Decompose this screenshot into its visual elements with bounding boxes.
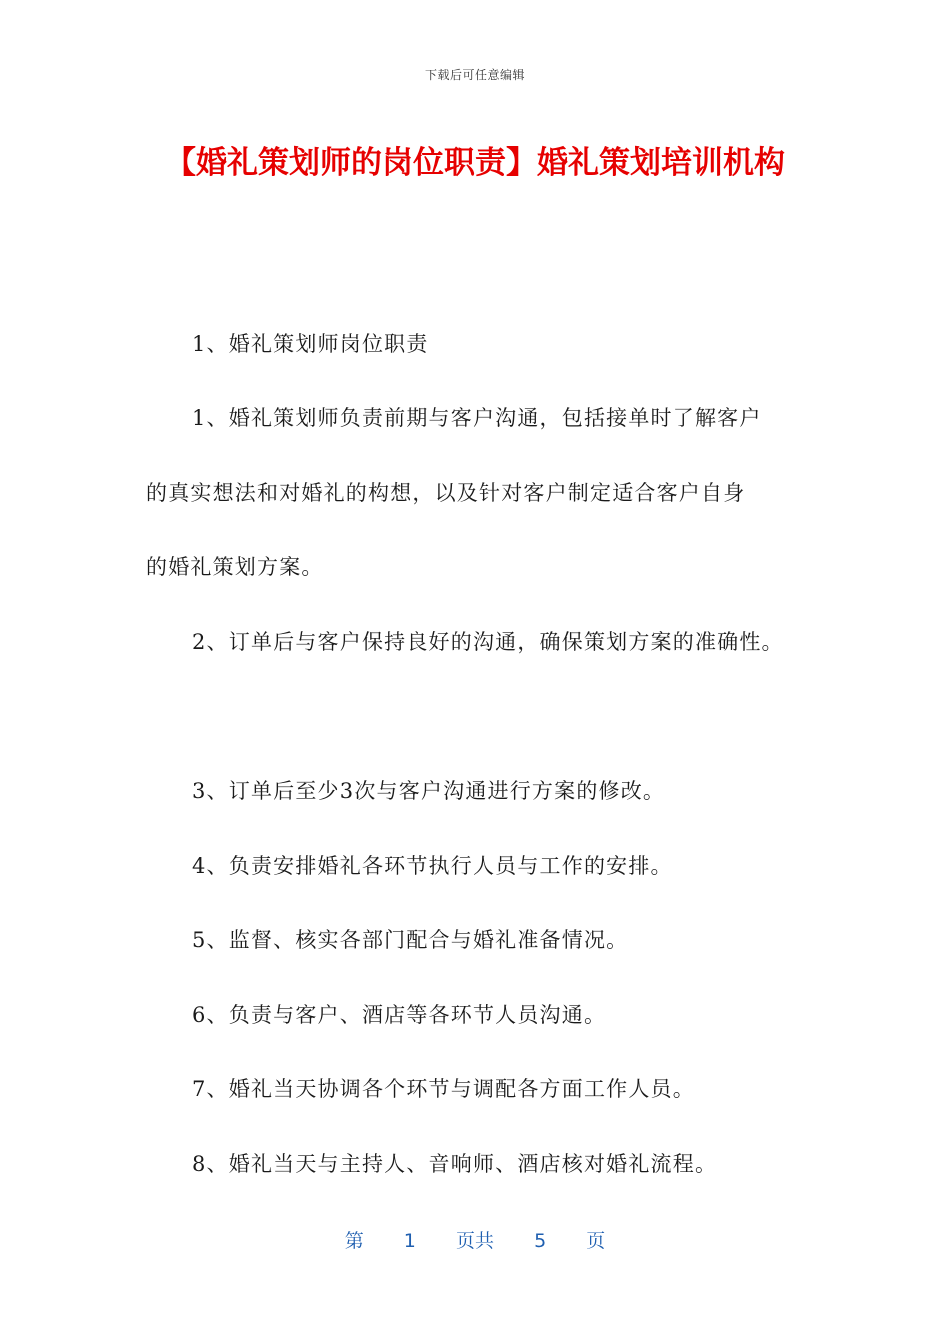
total-pages-number: 5 [534,1230,547,1252]
paragraph-item-2: 2、订单后与客户保持良好的沟通，确保策划方案的准确性。 [192,630,784,654]
paragraph-item-1-line-1: 1、婚礼策划师负责前期与客户沟通，包括接单时了解客户 [192,406,762,430]
paragraph-item-3: 3、订单后至少3次与客户沟通进行方案的修改。 [192,779,666,803]
header-note: 下载后可任意编辑 [424,68,525,82]
document-title: 【婚礼策划师的岗位职责】婚礼策划培训机构 [165,145,785,181]
paragraph-item-1-line-3: 的婚礼策划方案。 [146,555,324,579]
page-footer [0,1226,950,1253]
current-page-number: 1 [403,1230,416,1252]
page-end-label: 页 [586,1230,606,1252]
paragraph-item-6: 6、负责与客户、酒店等各环节人员沟通。 [192,1003,607,1027]
page-of-label: 页共 [455,1230,494,1252]
paragraph-item-8: 8、婚礼当天与主持人、音响师、酒店核对婚礼流程。 [192,1152,718,1176]
paragraph-item-1-line-2: 的真实想法和对婚礼的构想，以及针对客户制定适合客户自身 [146,481,746,505]
paragraph-item-5: 5、监督、核实各部门配合与婚礼准备情况。 [192,928,629,952]
paragraph-item-7: 7、婚礼当天协调各个环节与调配各方面工作人员。 [192,1077,695,1101]
paragraph-section-heading: 1、婚礼策划师岗位职责 [192,332,429,356]
paragraph-item-4: 4、负责安排婚礼各环节执行人员与工作的安排。 [192,854,673,878]
page-label: 第 [344,1230,364,1252]
